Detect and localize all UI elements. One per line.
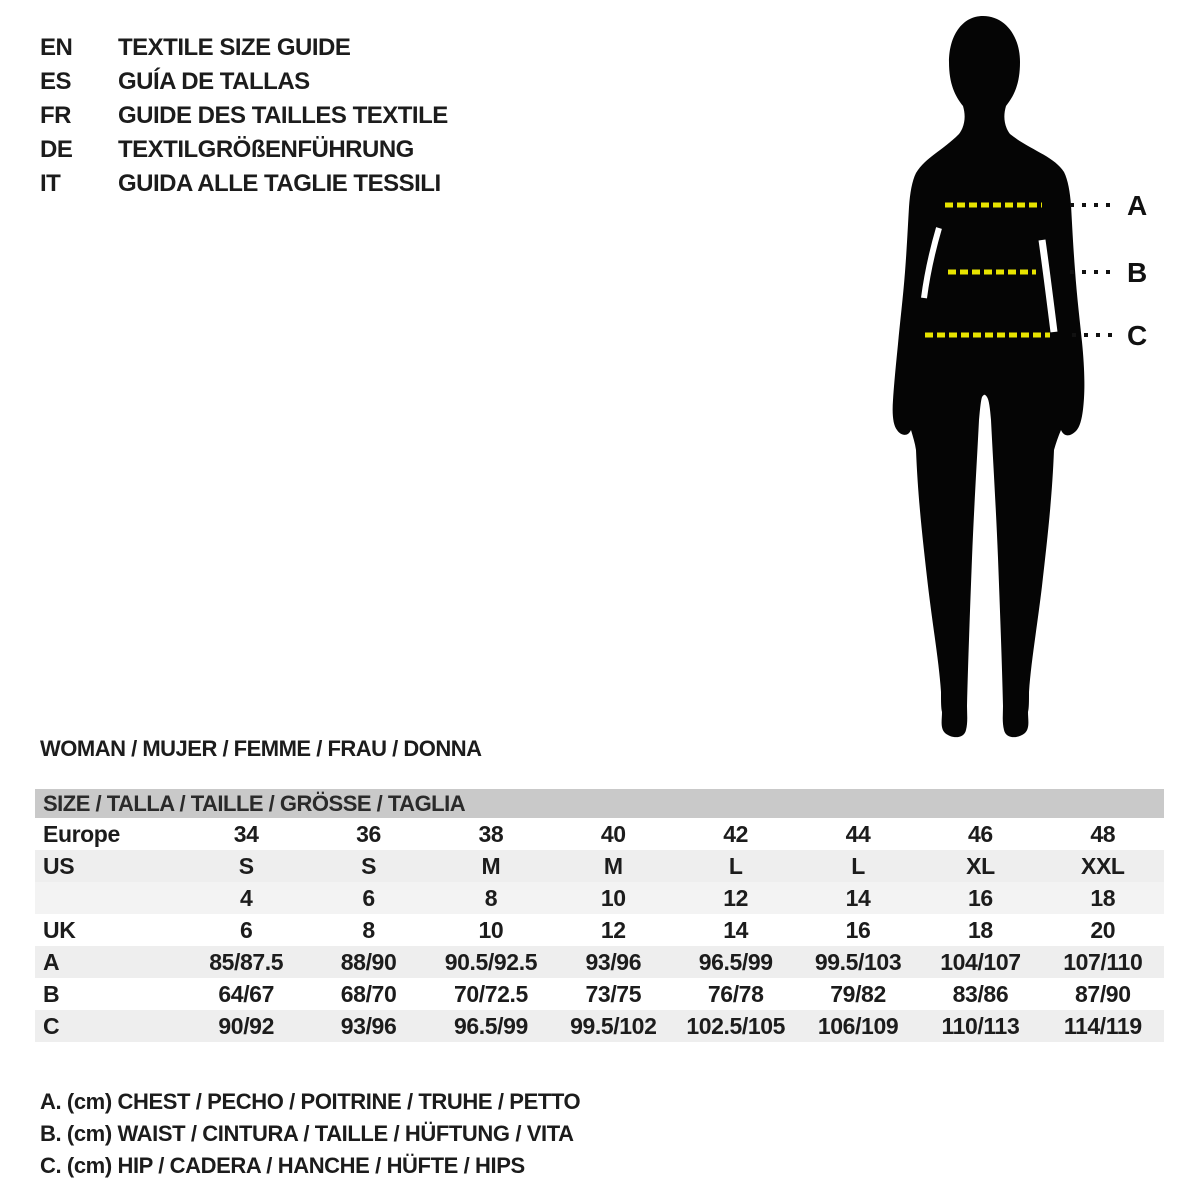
size-value-cell: 46: [968, 820, 993, 847]
size-value-cell: 90.5/92.5: [444, 948, 538, 975]
size-value-cell: 102.5/105: [686, 1012, 786, 1039]
legend-line-waist: B. (cm) WAIST / CINTURA / TAILLE / HÜFTUNG / VITA: [40, 1121, 574, 1146]
measure-label-b: B: [1127, 257, 1148, 288]
size-value-cell: S: [361, 852, 377, 879]
language-title: TEXTILGRÖßENFÜHRUNG: [118, 136, 414, 163]
size-value-cell: 114/119: [1063, 1012, 1142, 1039]
size-value-cell: 20: [1090, 916, 1116, 943]
row-label: C: [43, 1012, 60, 1039]
woman-silhouette-figure: [880, 0, 1200, 750]
size-value-cell: 93/96: [340, 1012, 397, 1039]
table-row-chest: [35, 946, 1164, 978]
language-list: [40, 31, 448, 201]
language-code: ES: [40, 68, 72, 95]
size-value-cell: 99.5/103: [814, 948, 902, 975]
legend-line-chest: A. (cm) CHEST / PECHO / POITRINE / TRUHE / PETTO: [40, 1089, 581, 1114]
size-table-header: SIZE / TALLA / TAILLE / GRÖSSE / TAGLIA: [35, 789, 1164, 818]
size-value-cell: 96.5/99: [698, 948, 773, 975]
size-value-cell: 14: [845, 884, 871, 911]
size-value-cell: 42: [723, 820, 749, 847]
language-code: EN: [40, 34, 73, 61]
size-value-cell: 107/110: [1063, 948, 1143, 975]
size-value-cell: XL: [966, 852, 995, 879]
language-row-it: [40, 167, 448, 201]
legend-line-hip: C. (cm) HIP / CADERA / HANCHE / HÜFTE / HIPS: [40, 1153, 525, 1178]
size-value-cell: 44: [845, 820, 871, 847]
language-title: GUÍA DE TALLAS: [118, 68, 310, 95]
language-title: TEXTILE SIZE GUIDE: [118, 34, 351, 61]
language-code: FR: [40, 102, 71, 129]
table-row-us-numeric: [35, 882, 1164, 914]
size-value-cell: 93/96: [585, 948, 642, 975]
size-value-cell: 10: [478, 916, 504, 943]
size-value-cell: 18: [968, 916, 993, 943]
size-value-cell: 106/109: [817, 1012, 899, 1039]
language-row-de: [40, 133, 448, 167]
language-row-es: [40, 65, 448, 99]
size-value-cell: 110/113: [941, 1012, 1020, 1039]
size-value-cell: 73/75: [585, 980, 642, 1007]
row-label: B: [43, 980, 60, 1007]
size-value-cell: 79/82: [830, 980, 886, 1007]
table-row-us: [35, 850, 1164, 882]
size-value-cell: 87/90: [1075, 980, 1131, 1007]
table-row-europe: [35, 818, 1164, 850]
size-value-cell: 16: [968, 884, 993, 911]
table-row-uk: [35, 914, 1164, 946]
size-value-cell: 90/92: [218, 1012, 274, 1039]
size-value-cell: 14: [723, 916, 749, 943]
language-code: DE: [40, 136, 73, 163]
woman-silhouette: [893, 16, 1085, 737]
size-value-cell: 48: [1090, 820, 1116, 847]
size-value-cell: M: [481, 852, 501, 879]
size-value-cell: 99.5/102: [570, 1012, 657, 1039]
size-value-cell: 4: [239, 884, 253, 911]
language-code: IT: [40, 170, 61, 197]
row-label: UK: [43, 916, 76, 943]
measurement-legend: [40, 1089, 580, 1185]
measure-label-a: A: [1127, 190, 1148, 221]
measure-label-c: C: [1127, 320, 1148, 351]
language-title: GUIDA ALLE TAGLIE TESSILI: [118, 170, 441, 197]
language-row-fr: [40, 99, 448, 133]
size-value-cell: S: [238, 852, 254, 879]
size-value-cell: L: [851, 852, 865, 879]
size-value-cell: 12: [723, 884, 749, 911]
table-row-hip: [35, 1010, 1164, 1042]
size-value-cell: 68/70: [340, 980, 397, 1007]
size-value-cell: 76/78: [707, 980, 764, 1007]
row-label: A: [43, 948, 60, 975]
gender-title: WOMAN / MUJER / FEMME / FRAU / DONNA: [40, 736, 482, 761]
size-value-cell: 96.5/99: [453, 1012, 528, 1039]
size-value-cell: 6: [362, 884, 375, 911]
row-label: US: [43, 852, 75, 879]
size-value-cell: 40: [600, 820, 626, 847]
size-value-cell: 36: [356, 820, 381, 847]
size-value-cell: 12: [600, 916, 626, 943]
table-row-waist: [35, 978, 1164, 1010]
size-table: [35, 789, 1164, 1042]
size-value-cell: 83/86: [952, 980, 1009, 1007]
size-value-cell: 85/87.5: [209, 948, 284, 975]
size-value-cell: 16: [845, 916, 871, 943]
size-value-cell: XXL: [1081, 852, 1125, 879]
size-value-cell: L: [728, 852, 743, 879]
row-label: Europe: [43, 820, 120, 847]
size-value-cell: 18: [1090, 884, 1116, 911]
size-value-cell: 6: [239, 916, 253, 943]
language-row-en: [40, 31, 448, 65]
size-value-cell: 8: [484, 884, 498, 911]
size-value-cell: 64/67: [218, 980, 274, 1007]
size-value-cell: 104/107: [940, 948, 1021, 975]
size-value-cell: M: [603, 852, 623, 879]
size-value-cell: 34: [233, 820, 259, 847]
language-title: GUIDE DES TAILLES TEXTILE: [118, 102, 448, 129]
size-value-cell: 88/90: [340, 948, 397, 975]
size-value-cell: 38: [478, 820, 504, 847]
size-value-cell: 70/72.5: [453, 980, 528, 1007]
size-value-cell: 10: [600, 884, 626, 911]
size-value-cell: 8: [362, 916, 375, 943]
